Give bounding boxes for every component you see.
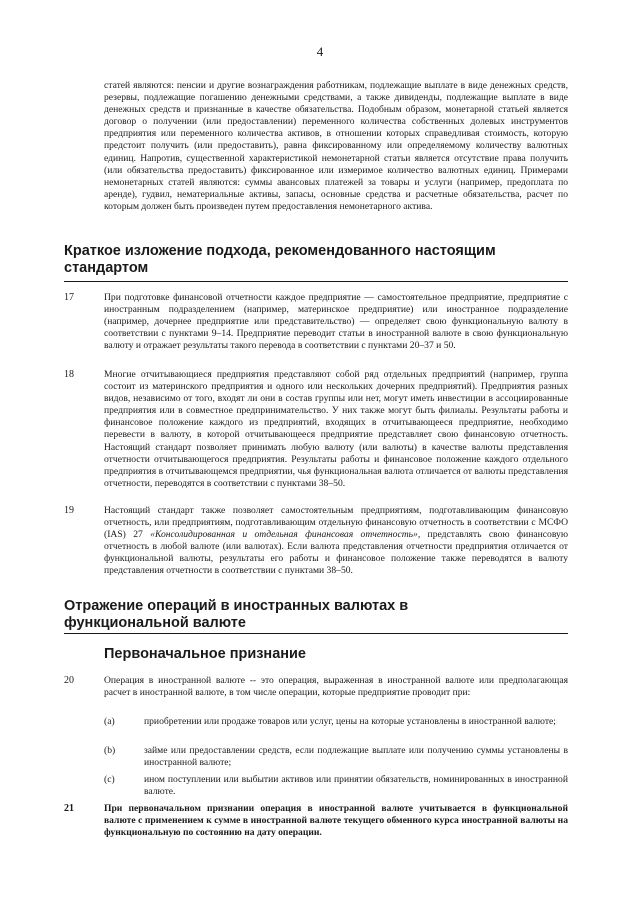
list-item-c: ином поступлении или выбытии активов или принятии обязательств, номинированных в иностранной валюте.: [144, 774, 568, 798]
paragraph-number-17: 17: [64, 292, 74, 303]
paragraph-number-21: 21: [64, 803, 74, 814]
list-item-label-b: (b): [104, 745, 116, 756]
page-number: 4: [316, 44, 324, 59]
list-item-a: приобретении или продаже товаров или услуг, цены на которые установлены в иностранной валюте;: [144, 716, 556, 727]
standard-title-italic: «Консолидированная и отдельная финансовая отчетность»: [150, 529, 418, 541]
list-item-b: займе или предоставлении средств, если подлежащие выплате или получению суммы установлены в иностранной валюте;: [144, 745, 568, 769]
list-item-label-a: (a): [104, 716, 115, 727]
paragraph-19-part-2: , представлять свою финансовую отчетность в любой валюте (или валютах). Если валюта представления отчетности предприятия отличается от функциональной валюты, результаты его работы и финансовое положение также переводятся в валюту представления отчетности в соответствии с пунктами 38–50.: [104, 529, 568, 577]
paragraph-number-19: 19: [64, 505, 74, 516]
list-item-label-c: (c): [104, 774, 115, 785]
intro-paragraph: статей являются: пенсии и другие вознаграждения работникам, подлежащие выплате в виде денежных средств, резервы, подлежащие погашению денежными средствами, а также дивиденды, подлежащие выплате в виде денежных средств и признанные в качестве обязательства. Подобным образом, монетарной статьей является договор о получении (или предоставлении) переменного количества собственных долевых инструментов предприятия или переменного количества активов, в отношении которых справедливая стоимость, которую предстоит получить (или предоставить), равна фиксированному или определяемому количеству валютных единиц. Напротив, существенной характеристикой немонетарной статьи является отсутствие права получить (или обязательства предоставить) фиксированное или измеримое количество валютных единиц. Примерами немонетарных статей являются: суммы авансовых платежей за товары и услуги (например, предоплата по аренде), гудвил, нематериальные активы, запасы, основные средства и расчетные обязательства, расчет по которым должен быть произведен путем предоставления немонетарного актива.: [104, 80, 568, 212]
paragraph-number-20: 20: [64, 675, 74, 686]
heading-rule: [64, 633, 568, 634]
section-heading-foreign-currency: Отражение операций в иностранных валютах в функциональной валюте: [64, 598, 409, 631]
subsection-heading-initial-recognition: Первоначальное признание: [104, 646, 306, 662]
heading-rule: [64, 281, 568, 282]
paragraph-20: Операция в иностранной валюте -- это операция, выраженная в иностранной валюте или предполагающая расчет в иностранной валюте, в том числе операции, которые предприятие проводит при:: [104, 675, 568, 699]
paragraph-19-part-1: Настоящий стандарт также позволяет самостоятельным предприятиям, подготавливающим финансовую отчетность, или предприятиям, подготавливающим отдельную финансовую отчетность в соответствии с МСФО (IAS) 27: [104, 505, 568, 541]
section-heading-summary: Краткое изложение подхода, рекомендованного настоящим стандартом: [64, 243, 496, 276]
paragraph-18: Многие отчитывающиеся предприятия представляют собой ряд отдельных предприятий (например, группа состоит из материнского предприятия и одного или нескольких дочерних предприятий). Предприятия разных видов, независимо от того, входят ли они в состав группы или нет, могут иметь инвестиции в ассоциированные предприятия или в совместное предпринимательство. У них также могут быть филиалы. Результаты работы и финансовое положение каждого из предприятий, входящих в отчитывающееся предприятие, необходимо перевести в валюту, в которой отчитывающееся предприятие представляет свою финансовую отчетность. Настоящий стандарт позволяет принимать любую валюту (или валюты) в качестве валюты представления отчетности отчитывающегося предприятия. Результаты работы и финансовое положение каждого отдельного предприятия в отчитывающемся предприятии, чья функциональная валюта отличается от валюты представления отчетности, переводятся в соответствии с пунктами 38–50.: [104, 369, 568, 489]
paragraph-21: При первоначальном признании операция в иностранной валюте учитывается в функциональной валюте с применением к сумме в иностранной валюте текущего обменного курса иностранной валюты на функциональную по состоянию на дату операции.: [104, 803, 568, 839]
paragraph-17: При подготовке финансовой отчетности каждое предприятие — самостоятельное предприятие, предприятие с иностранным подразделением (например, материнское предприятие) или иностранное подразделение (например, дочернее предприятие или представительство) — определяет свою функциональную валюту в соответствии с пунктами 9–14. Предприятие переводит статьи в иностранной валюте в свою функциональную валюту и отражает результаты такого перевода в соответствии с пунктами 20–37 и 50.: [104, 292, 568, 352]
paragraph-19: [104, 505, 568, 578]
paragraph-number-18: 18: [64, 369, 74, 380]
